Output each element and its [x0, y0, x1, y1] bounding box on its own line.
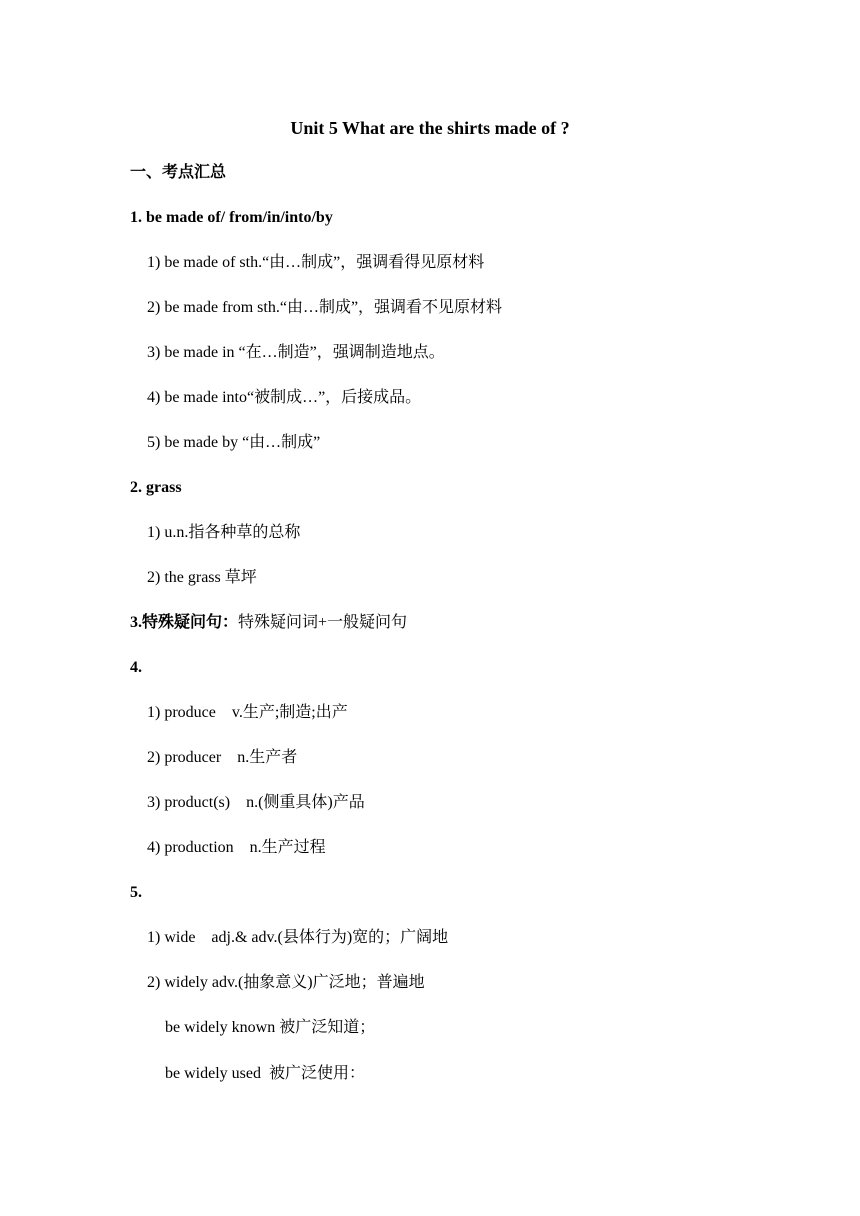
- item1-line-1: 1) be made of sth.“由…制成”，强调看得见原材料: [147, 254, 485, 271]
- item1-heading: 1. be made of/ from/in/into/by: [130, 209, 333, 226]
- item5-line-2: 2) widely adv.(抽象意义)广泛地；普遍地: [147, 974, 425, 991]
- item3-bold: 3.特殊疑问句：: [130, 614, 239, 631]
- item2-line-1: 1) u.n.指各种草的总称: [147, 524, 301, 541]
- item4-heading: 4.: [130, 659, 142, 676]
- item5-line-1: 1) wide adj.& adv.(县体行为)宽的；广阔地: [147, 929, 449, 946]
- item5-subline-2: be widely used 被广泛使用：: [165, 1065, 365, 1082]
- item5-heading: 5.: [130, 884, 142, 901]
- item1-line-2: 2) be made from sth.“由…制成”，强调看不见原材料: [147, 299, 503, 316]
- item3-line: [130, 612, 407, 634]
- item1-line-5: 5) be made by “由…制成”: [147, 434, 321, 451]
- item4-line-1: 1) produce v.生产;制造;出产: [147, 704, 348, 721]
- item2-line-2: 2) the grass 草坪: [147, 569, 257, 586]
- item1-line-4: 4) be made into“被制成…”，后接成品。: [147, 389, 422, 406]
- item3-rest: 特殊疑问词+一般疑问句: [238, 614, 408, 631]
- item2-heading: 2. grass: [130, 479, 182, 496]
- section-heading: 一、考点汇总: [130, 164, 227, 181]
- item1-line-3: 3) be made in “在…制造”，强调制造地点。: [147, 344, 445, 361]
- page-title: Unit 5 What are the shirts made of ?: [290, 118, 570, 138]
- item4-line-4: 4) production n.生产过程: [147, 839, 326, 856]
- item4-line-2: 2) producer n.生产者: [147, 749, 298, 766]
- item5-subline-1: be widely known 被广泛知道；: [165, 1019, 376, 1036]
- item4-line-3: 3) product(s) n.(侧重具体)产品: [147, 794, 365, 811]
